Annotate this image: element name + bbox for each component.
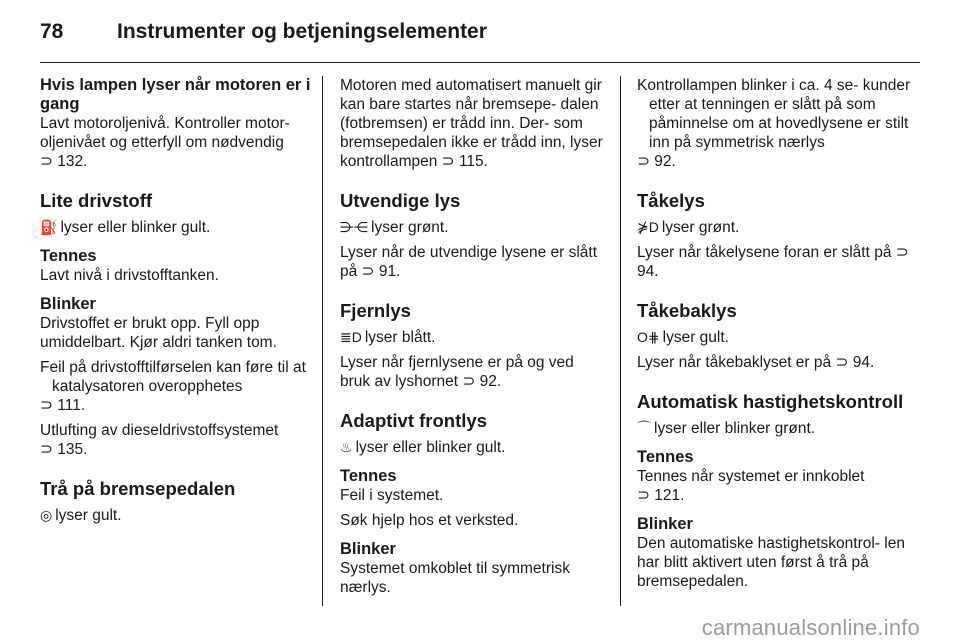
rear-fog-light-icon: O⋕ xyxy=(637,329,660,345)
heading-high-beam: Fjernlys xyxy=(340,300,411,321)
heading-low-fuel: Lite drivstoff xyxy=(40,190,153,211)
paragraph-afl-workshop: Søk hjelp hos et verksted. xyxy=(340,512,519,529)
paragraph-diesel-bleed: Utlufting av dieseldrivstoffsystemet xyxy=(40,422,279,439)
heading-fog-lights: Tåkelys xyxy=(637,190,705,211)
adaptive-light-icon: ♨ xyxy=(340,439,353,455)
ref-oil: ⊃ 132. xyxy=(40,153,88,170)
paragraph-low-oil: Lavt motoroljenivå. Kontroller motor- oljenivået og etterfyll om nødvendig xyxy=(40,115,290,151)
paragraph-rear-fog: Lyser når tåkebaklyset er på ⊃ 94. xyxy=(637,354,875,371)
heading-fuel-blink: Blinker xyxy=(40,295,96,313)
heading-brake: Trå på bremsepedalen xyxy=(40,478,236,499)
heading-cruise-blink: Blinker xyxy=(637,515,693,533)
paragraph-afl-fault: Feil i systemet. xyxy=(340,487,444,504)
paragraph-afl-blink: Systemet omkoblet til symmetrisk nærlys. xyxy=(340,560,570,596)
cruise-indicator-line: ⌒ lyser eller blinker grønt. xyxy=(637,420,816,437)
paragraph-fog-lights: Lyser når tåkelysene foran er slått på ⊃ 94. xyxy=(637,244,909,280)
heading-adaptive-light: Adaptivt frontlys xyxy=(340,410,487,431)
watermark: carmanualsonline.info xyxy=(701,615,920,640)
column-divider-1 xyxy=(322,76,323,606)
adaptive-light-indicator-line: ♨ lyser eller blinker gult. xyxy=(340,439,506,456)
paragraph-exterior-lights: Lyser når de utvendige lysene er slått på ⊃ 91. xyxy=(340,244,598,280)
heading-cruise-control: Automatisk hastighetskontroll xyxy=(637,391,904,412)
heading-exterior-lights: Utvendige lys xyxy=(340,190,461,211)
fuel-pump-icon: ⛽ xyxy=(40,219,58,235)
cruise-control-icon: ⌒ xyxy=(637,420,651,436)
exterior-lights-indicator-line: ⋺⋲ lyser grønt. xyxy=(340,219,449,236)
rear-fog-indicator-line: O⋕ lyser gult. xyxy=(637,329,729,346)
page-number: 78 xyxy=(40,20,64,43)
paragraph-fuel-on: Lavt nivå i drivstofftanken. xyxy=(40,267,219,284)
brake-pedal-icon: ◎ xyxy=(40,507,53,523)
front-fog-light-icon: ⋡D xyxy=(637,219,659,235)
page-title: Instrumenter og betjeningselementer xyxy=(117,20,487,43)
header-divider xyxy=(40,62,920,63)
paragraph-high-beam: Lyser når fjernlysene er på og ved bruk av lyshornet ⊃ 92. xyxy=(340,354,574,390)
exterior-lights-icon: ⋺⋲ xyxy=(340,219,368,235)
paragraph-fuel-blink: Drivstoffet er brukt opp. Fyll opp umiddelbart. Kjør aldri tanken tom. xyxy=(40,315,277,351)
paragraph-cruise-blink: Den automatiske hastighetskontrol- len har blitt aktivert uten først å trå på bremsepedalen. xyxy=(637,535,905,590)
column-divider-2 xyxy=(620,76,621,606)
high-beam-icon: ≣D xyxy=(340,329,362,345)
heading-fuel-on: Tennes xyxy=(40,247,97,265)
column-1 xyxy=(40,76,312,525)
heading-rear-fog: Tåkebaklys xyxy=(637,300,737,321)
fuel-indicator-line: ⛽ lyser eller blinker gult. xyxy=(40,219,211,236)
heading-cruise-on: Tennes xyxy=(637,448,694,466)
paragraph-cruise-on: Tennes når systemet er innkoblet xyxy=(637,468,865,485)
ref-fuel-wrong: ⊃ 111. xyxy=(40,397,86,414)
brake-indicator-line: ◎ lyser gult. xyxy=(40,507,122,524)
column-2 xyxy=(340,76,606,597)
column-3 xyxy=(637,76,922,591)
ref-cruise-on: ⊃ 121. xyxy=(637,487,685,504)
paragraph-automated-gearbox: Motoren med automatisert manuelt gir kan bare startes når bremsepe- dalen (fotbremsen) er trådd inn. Der- som bremsepedalen ikke er trådd inn, lyser kontrollampen ⊃ 115. xyxy=(340,77,603,170)
paragraph-fuel-wrong: Feil på drivstofftilførselen kan føre til at katalysatoren overopphetes xyxy=(40,359,306,395)
paragraph-afl-reminder: Kontrollampen blinker i ca. 4 se- kunder etter at tenningen er slått på som påminnelse om at hovedlysene er stilt inn på symmetrisk nærlys xyxy=(637,77,911,151)
ref-afl-reminder: ⊃ 92. xyxy=(637,153,676,170)
heading-afl-blink: Blinker xyxy=(340,540,396,558)
heading-afl-on: Tennes xyxy=(340,467,397,485)
heading-motor-running: Hvis lampen lyser når motoren er i gang xyxy=(40,76,311,113)
ref-diesel: ⊃ 135. xyxy=(40,441,88,458)
fog-light-indicator-line: ⋡D lyser grønt. xyxy=(637,219,740,236)
high-beam-indicator-line: ≣D lyser blått. xyxy=(340,329,436,346)
